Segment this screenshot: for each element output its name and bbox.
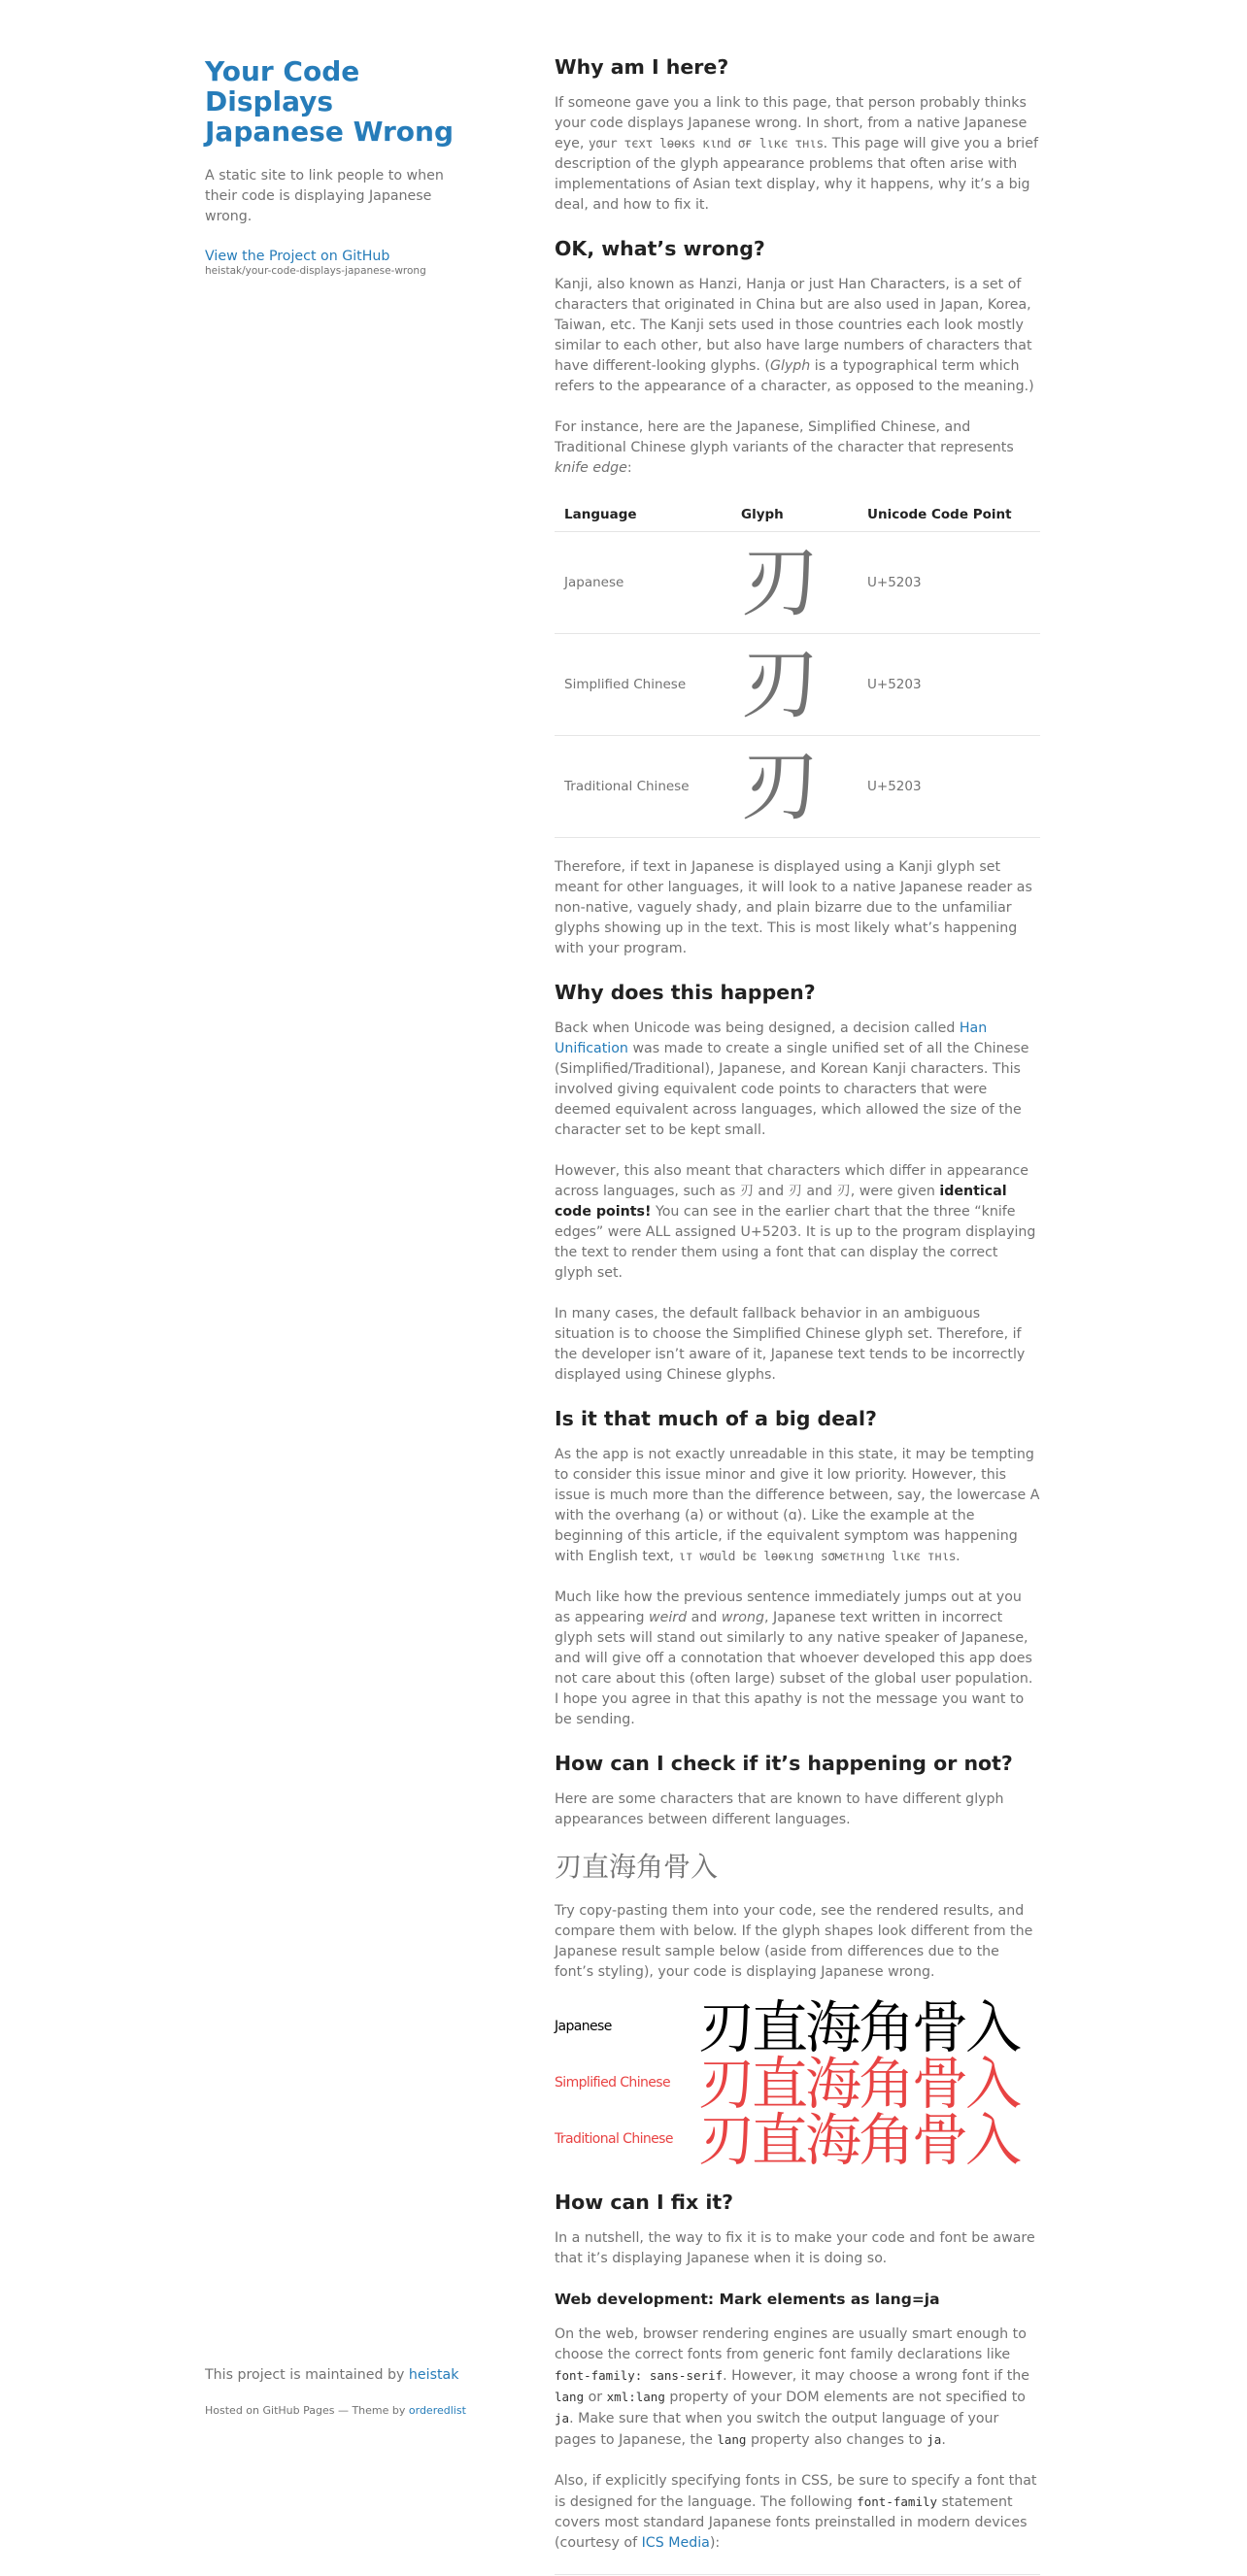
main-content — [555, 54, 1040, 2576]
hosted-text: Hosted on GitHub Pages — Theme by — [205, 2404, 406, 2417]
comparison-glyphs: 刃直海角骨入 — [698, 2051, 1020, 2117]
text-span: property of your DOM elements are not specified to — [664, 2390, 1026, 2405]
text-span: statement covers most standard Japanese fonts preinstalled in modern devices (courtesy of — [555, 2494, 1028, 2551]
ics-media-link[interactable]: ICS Media — [641, 2535, 710, 2551]
comparison-label: Japanese — [555, 2019, 612, 2034]
paragraph-priority — [555, 1445, 1040, 1567]
maintainer-link[interactable]: heistak — [408, 2367, 459, 2383]
cell-language: Traditional Chinese — [555, 736, 731, 838]
text-span: ): — [709, 2535, 721, 2551]
table-row — [555, 736, 1040, 838]
cell-glyph: 刃 — [731, 532, 858, 634]
heading-why-here: Why am I here? — [555, 55, 729, 79]
paragraph-fix-intro: In a nutshell, the way to fix it is to make your code and font be aware that it’s displaying Japanese when it is doing so. — [555, 2230, 1035, 2266]
text-span: : — [626, 460, 632, 476]
heading-big-deal: Is it that much of a big deal? — [555, 1407, 877, 1430]
paragraph-knife-edge — [555, 418, 1040, 479]
text-span: property also changes to — [746, 2432, 927, 2448]
view-project-link[interactable]: View the Project on GitHub — [205, 249, 390, 264]
sidebar-footer — [205, 2365, 496, 2418]
comparison-glyphs: 刃直海角骨入 — [698, 1994, 1020, 2060]
wrong-glyph-sample: yσur τєxτ lөөκs ĸιnd σғ lιĸє τнιs — [588, 137, 824, 151]
text-span: . Make sure that when you switch the output language of your pages to Japanese, the — [555, 2411, 999, 2448]
code-ja: ja — [927, 2432, 942, 2447]
knife-edge-term: knife edge — [555, 460, 627, 476]
table-row — [555, 532, 1040, 634]
code-xml-lang: xml:lang — [606, 2390, 665, 2404]
text-span: . — [941, 2432, 946, 2448]
paragraph-fallback: In many cases, the default fallback behavior in an ambiguous situation is to choose the Simplified Chinese glyph set. Therefore, if the developer isn’t aware of it, Japanese text tends to be incorrectly displayed using Chinese glyphs. — [555, 1306, 1026, 1383]
paragraph-lang-ja — [555, 2325, 1040, 2451]
paragraph-font-family — [555, 2471, 1040, 2554]
cell-language: Simplified Chinese — [555, 634, 731, 736]
text-span: was made to create a single unified set of all the Chinese (Simplified/Traditional), Japanese, and Korean Kanji characters. This involved giving equivalent code points to characters that were deemed equivalent across languages, which allowed the size of the character set to be kept small. — [555, 1041, 1029, 1138]
cell-glyph: 刃 — [731, 736, 858, 838]
maintained-by — [205, 2365, 496, 2385]
text-span: Back when Unicode was being designed, a decision called — [555, 1020, 960, 1036]
wrong-term: wrong — [721, 1610, 764, 1625]
text-span: is a typographical term which refers to the appearance of a character, as opposed to the meaning.) — [555, 358, 1034, 394]
comparison-row-simplified-chinese — [555, 2051, 1040, 2117]
heading-whats-wrong: OK, what’s wrong? — [555, 237, 765, 260]
text-span: On the web, browser rendering engines are usually smart enough to choose the correct fonts from generic font family declarations like — [555, 2326, 1027, 2362]
text-span: Kanji, also known as Hanzi, Hanja or just Han Characters, is a set of characters that originated in China but are also used in Japan, Korea, Taiwan, etc. The Kanji sets used in those countries each look mostly similar to each other, but also have large numbers of characters that have different-looking glyphs. ( — [555, 277, 1032, 374]
comparison-glyphs: 刃直海角骨入 — [698, 2107, 1020, 2173]
text-span: However, this also meant that characters which differ in appearance across languages, such as 刃 and 刃 and 刃, were given — [555, 1163, 1028, 1199]
text-span: . However, it may choose a wrong font if the — [723, 2368, 1029, 2384]
sidebar — [205, 56, 477, 278]
col-glyph: Glyph — [731, 499, 858, 532]
heading-fix: How can I fix it? — [555, 2191, 734, 2214]
paragraph-check-intro: Here are some characters that are known to have different glyph appearances between different languages. — [555, 1791, 1004, 1827]
text-span: . This page will give you a brief description of the glyph appearance problems that often arise with implementations of Asian text display, why it happens, why it’s a big deal, and how to fix it. — [555, 136, 1038, 213]
code-font-family: font-family: sans-serif — [555, 2368, 724, 2383]
text-span: and — [687, 1610, 722, 1625]
comparison-row-japanese — [555, 1994, 1040, 2060]
paragraph-apathy — [555, 1588, 1040, 1730]
project-repo-label: heistak/your-code-displays-japanese-wrong — [205, 265, 426, 277]
cell-code: U+5203 — [858, 532, 1040, 634]
heading-why-happen: Why does this happen? — [555, 981, 816, 1004]
glyph-table — [555, 499, 1040, 838]
sample-characters[interactable]: 刃直海角骨入 — [555, 1851, 719, 1883]
cell-glyph: 刃 — [731, 634, 858, 736]
table-header-row — [555, 499, 1040, 532]
code-font-family: font-family — [857, 2494, 938, 2509]
paragraph-identical-code-points — [555, 1161, 1040, 1284]
code-lang: lang — [555, 2390, 585, 2404]
code-ja: ja — [555, 2411, 570, 2425]
paragraph-han-unification — [555, 1019, 1040, 1141]
col-language: Language — [555, 499, 731, 532]
code-lang: lang — [717, 2432, 747, 2447]
maintained-prefix: This project is maintained by — [205, 2367, 405, 2383]
site-title[interactable]: Your Code Displays Japanese Wrong — [205, 55, 454, 148]
wrong-glyph-sample: ιт wσuld bє lөөκιng sσмєтнιng lιĸє тнιs — [678, 1550, 957, 1564]
text-span: or — [584, 2390, 607, 2405]
cell-language: Japanese — [555, 532, 731, 634]
text-span: You can see in the earlier chart that the three “knife edges” were ALL assigned U+5203. It is up to the program displaying the text to render them using a font that can display the correct glyph set. — [555, 1204, 1036, 1281]
text-span: As the app is not exactly unreadable in this state, it may be tempting to consider this issue minor and give it low priority. However, this issue is much more than the difference between, say, the lowercase A with the overhang (a) or without (ɑ). Like the example at the beginning of this article, if the equivalent symptom was happening with English text, — [555, 1447, 1040, 1564]
comparison-row-traditional-chinese — [555, 2107, 1040, 2173]
weird-term: weird — [649, 1610, 688, 1625]
text-span: Also, if explicitly specifying fonts in CSS, be sure to specify a font that is designed for the language. The following — [555, 2473, 1037, 2510]
text-span: If someone gave you a link to this page, that person probably thinks your code displays Japanese wrong. In short, from a native Japanese eye, — [555, 95, 1028, 151]
paragraph-kanji-intro — [555, 275, 1040, 397]
paragraph-copy-paste: Try copy-pasting them into your code, see the rendered results, and compare them with below. If the glyph shapes look different from the Japanese result sample below (aside from differences due to the font’s styling), your code is displaying Japanese wrong. — [555, 1903, 1033, 1980]
theme-author-link[interactable]: orderedlist — [408, 2404, 466, 2417]
hosted-by — [205, 2404, 496, 2418]
cell-code: U+5203 — [858, 736, 1040, 838]
glyph-comparison-image — [555, 1994, 1040, 2173]
glyph-term: Glyph — [769, 358, 811, 374]
paragraph-therefore: Therefore, if text in Japanese is displayed using a Kanji glyph set meant for other languages, it will look to a native Japanese reader as non-native, vaguely shady, and plain bizarre due to the unfamiliar glyphs showing up in the text. This is most likely what’s happening with your program. — [555, 859, 1032, 956]
comparison-label: Simplified Chinese — [555, 2075, 670, 2091]
cell-code: U+5203 — [858, 634, 1040, 736]
text-span: Much like how the previous sentence immediately jumps out at you as appearing — [555, 1589, 1022, 1625]
subheading-web-development: Web development: Mark elements as lang=ja — [555, 2291, 940, 2308]
comparison-label: Traditional Chinese — [555, 2131, 673, 2147]
text-span: , Japanese text written in incorrect glyph sets will stand out similarly to any native speaker of Japanese, and will give off a connotation that whoever developed this app does not care about this (often large) subset of the global user population. I hope you agree in that this apathy is not the message you want to be sending. — [555, 1610, 1033, 1727]
paragraph-why-here — [555, 93, 1040, 216]
text-span: . — [956, 1549, 961, 1564]
table-row — [555, 634, 1040, 736]
han-unification-link[interactable]: Han Unification — [555, 1020, 988, 1056]
col-code-point: Unicode Code Point — [858, 499, 1040, 532]
identical-code-points-emphasis: identical code points! — [555, 1184, 1007, 1220]
site-tagline: A static site to link people to when their code is displaying Japanese wrong. — [205, 168, 444, 224]
text-span: For instance, here are the Japanese, Simplified Chinese, and Traditional Chinese glyph variants of the character that represents — [555, 419, 1014, 455]
heading-check: How can I check if it’s happening or not? — [555, 1752, 1013, 1775]
